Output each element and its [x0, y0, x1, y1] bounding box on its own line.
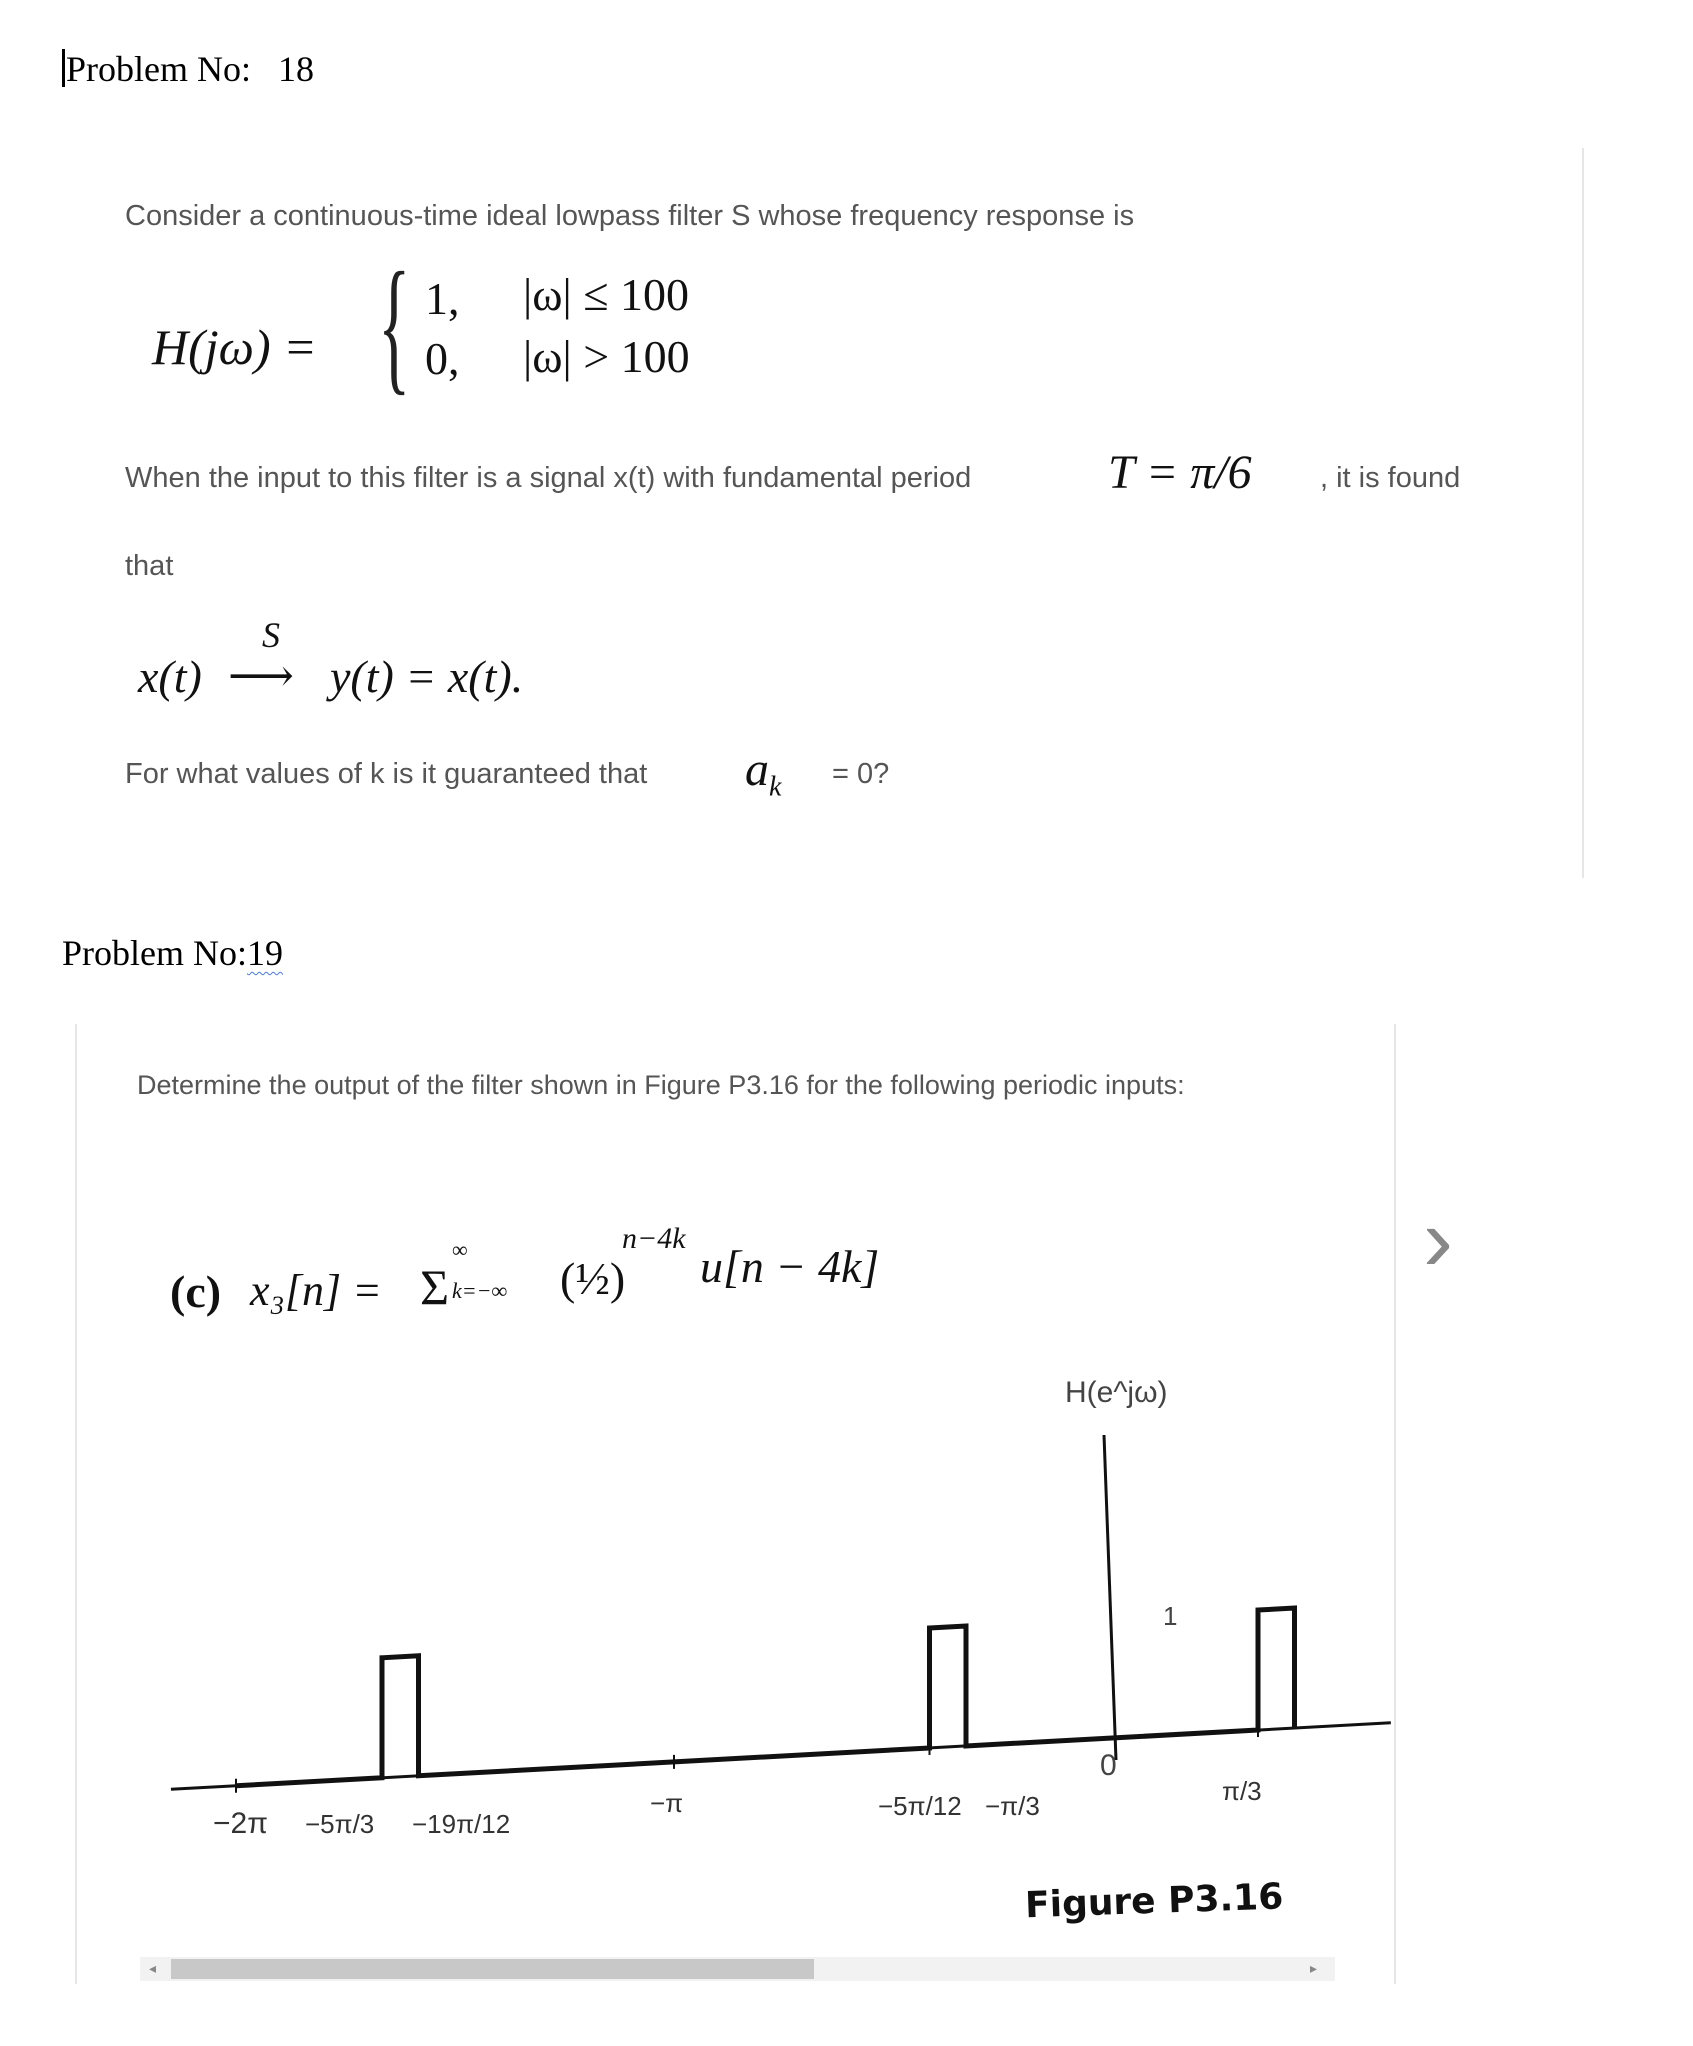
- fraction-term: (½): [560, 1253, 626, 1304]
- scroll-right-arrow-icon[interactable]: ▸: [1310, 1960, 1318, 1976]
- case-2-condition: |ω| > 100: [523, 331, 690, 382]
- case-1-condition: |ω| ≤ 100: [523, 269, 689, 320]
- problem-18-number: 18: [278, 49, 314, 89]
- part-c-label: (c): [170, 1266, 222, 1317]
- problem-19-number: 19: [247, 933, 283, 973]
- case-1-value: 1,: [425, 273, 460, 324]
- y-axis-label: H(e^jω): [1065, 1376, 1168, 1409]
- system-input: x(t): [138, 651, 202, 702]
- system-output: y(t) = x(t).: [330, 651, 524, 702]
- system-label: S: [262, 615, 280, 655]
- figure-caption: Figure P3.16: [1024, 1876, 1284, 1927]
- sum-lower-limit: k=−∞: [452, 1278, 508, 1303]
- question-math-a: a: [745, 743, 769, 796]
- period-text-after: , it is found: [1320, 462, 1461, 494]
- system-arrow: ⟶: [228, 650, 294, 701]
- problem-18-intro: Consider a continuous-time ideal lowpass filter S whose frequency response is: [125, 200, 1135, 232]
- origin-label: 0: [1100, 1749, 1117, 1782]
- tick-label-neg-2pi: −2π: [213, 1807, 268, 1840]
- tick-label-neg-pi: −π: [650, 1788, 684, 1818]
- amplitude-label: 1: [1163, 1601, 1178, 1631]
- part-c-lhs: x₃[n] =: [250, 1266, 382, 1315]
- question-text-after: = 0?: [832, 758, 890, 790]
- case-2-value: 0,: [425, 333, 460, 384]
- sum-upper-limit: ∞: [452, 1237, 468, 1262]
- question-text: For what values of k is it guaranteed that: [125, 758, 648, 790]
- that-text: that: [125, 550, 174, 582]
- tick-label-neg-pi-3: −π/3: [985, 1791, 1040, 1821]
- problem-19-heading-prefix: Problem No:: [62, 933, 247, 973]
- problem-19-intro: Determine the output of the filter shown in Figure P3.16 for the following periodic inputs:: [137, 1070, 1185, 1100]
- tick-label-neg-5pi-3: −5π/3: [305, 1809, 375, 1839]
- sum-symbol: Σ: [420, 1259, 450, 1315]
- question-math-sub: k: [769, 771, 782, 803]
- frequency-response-curve: [236, 1608, 1295, 1786]
- period-math: T = π/6: [1108, 446, 1252, 499]
- problem-18-heading-prefix: Problem No:: [66, 49, 251, 89]
- figure-graphics: [171, 1435, 1391, 1793]
- piecewise-brace: {: [378, 242, 411, 408]
- amplitude-axis: [1104, 1435, 1116, 1760]
- tick-label-neg-5pi-12: −5π/12: [878, 1791, 962, 1821]
- exponent-term: n−4k: [622, 1222, 686, 1255]
- next-chevron-icon[interactable]: ›: [1423, 1190, 1453, 1290]
- part-c-rhs: u[n − 4k]: [700, 1241, 880, 1292]
- horizontal-scrollbar-thumb[interactable]: [171, 1959, 814, 1979]
- period-text: When the input to this filter is a signal x(t) with fundamental period: [125, 462, 972, 494]
- scroll-left-arrow-icon[interactable]: ◂: [149, 1960, 157, 1976]
- tick-label-neg-19pi-12: −19π/12: [412, 1809, 511, 1839]
- transfer-function-lhs: H(jω) =: [152, 319, 317, 375]
- tick-label-pi-3: π/3: [1222, 1776, 1262, 1806]
